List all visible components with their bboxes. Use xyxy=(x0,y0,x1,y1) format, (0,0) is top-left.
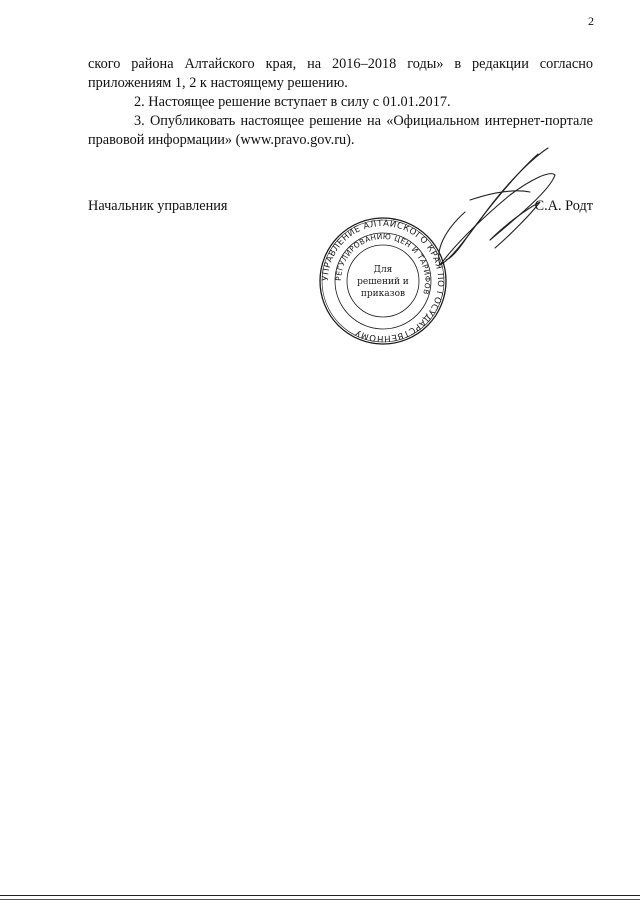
paragraph-1: ского района Алтайского края, на 2016–2018 годы» в редакции согласно приложениям 1, 2 к настоящему решению. xyxy=(88,56,593,91)
official-stamp xyxy=(318,216,448,346)
paragraph-2: 2. Настоящее решение вступает в силу с 01.01.2017. xyxy=(134,94,451,110)
signatory-name: С.А. Родт xyxy=(534,198,593,214)
page-number: 2 xyxy=(588,14,594,28)
footer-rule xyxy=(0,895,640,896)
stamp-center-line-2: решений и xyxy=(357,277,409,287)
paragraph-3: 3. Опубликовать настоящее решение на «Официальном интернет-портале правовой информации» (www.pravo.gov.ru). xyxy=(88,113,593,148)
stamp-inner-text: РЕГУЛИРОВАНИЮ ЦЕН И ТАРИФОВ xyxy=(333,231,433,296)
stamp-outer-text: УПРАВЛЕНИЕ АЛТАЙСКОГО КРАЯ ПО ГОСУДАРСТВЕННОМУ xyxy=(320,218,446,344)
stamp-center-line-3: приказов xyxy=(360,289,406,299)
stamp-center-line-1: Для xyxy=(373,265,393,275)
document-body xyxy=(88,55,593,150)
signatory-position: Начальник управления xyxy=(88,198,228,214)
footer-rule-secondary xyxy=(0,899,640,900)
